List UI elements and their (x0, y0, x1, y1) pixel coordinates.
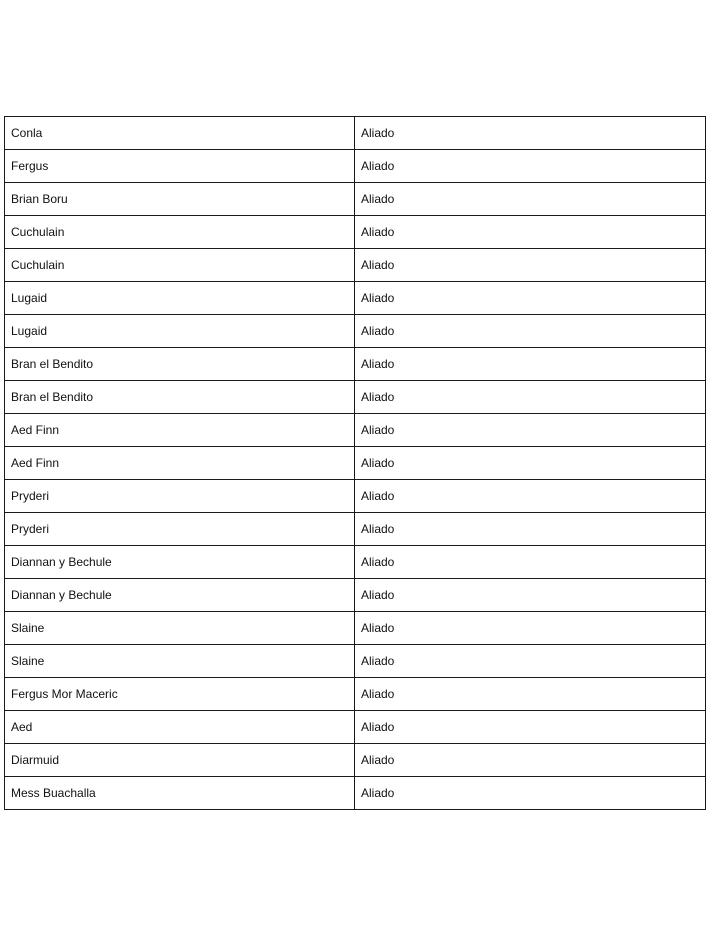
table-row (5, 579, 706, 612)
table-row (5, 117, 706, 150)
name-cell: Diannan y Bechule (5, 579, 355, 612)
table-row (5, 315, 706, 348)
status-cell: Aliado (355, 150, 706, 183)
name-cell: Aed Finn (5, 447, 355, 480)
status-cell: Aliado (355, 579, 706, 612)
allies-table (4, 116, 706, 810)
name-cell: Brian Boru (5, 183, 355, 216)
status-cell: Aliado (355, 117, 706, 150)
table-row (5, 414, 706, 447)
table-row (5, 645, 706, 678)
status-cell: Aliado (355, 711, 706, 744)
status-cell: Aliado (355, 183, 706, 216)
table-row (5, 513, 706, 546)
name-cell: Bran el Bendito (5, 381, 355, 414)
status-cell: Aliado (355, 480, 706, 513)
name-cell: Aed (5, 711, 355, 744)
status-cell: Aliado (355, 249, 706, 282)
name-cell: Pryderi (5, 513, 355, 546)
table-row (5, 249, 706, 282)
name-cell: Pryderi (5, 480, 355, 513)
status-cell: Aliado (355, 777, 706, 810)
name-cell: Lugaid (5, 282, 355, 315)
name-cell: Bran el Bendito (5, 348, 355, 381)
status-cell: Aliado (355, 645, 706, 678)
table-row (5, 216, 706, 249)
name-cell: Conla (5, 117, 355, 150)
status-cell: Aliado (355, 678, 706, 711)
allies-table-container (4, 116, 706, 810)
status-cell: Aliado (355, 315, 706, 348)
status-cell: Aliado (355, 612, 706, 645)
status-cell: Aliado (355, 744, 706, 777)
status-cell: Aliado (355, 513, 706, 546)
table-row (5, 150, 706, 183)
name-cell: Cuchulain (5, 249, 355, 282)
table-row (5, 381, 706, 414)
table-row (5, 678, 706, 711)
table-row (5, 480, 706, 513)
status-cell: Aliado (355, 381, 706, 414)
status-cell: Aliado (355, 282, 706, 315)
name-cell: Slaine (5, 645, 355, 678)
name-cell: Lugaid (5, 315, 355, 348)
table-row (5, 183, 706, 216)
name-cell: Diannan y Bechule (5, 546, 355, 579)
table-row (5, 612, 706, 645)
name-cell: Diarmuid (5, 744, 355, 777)
table-row (5, 711, 706, 744)
name-cell: Fergus Mor Maceric (5, 678, 355, 711)
table-row (5, 744, 706, 777)
allies-table-body (5, 117, 706, 810)
status-cell: Aliado (355, 447, 706, 480)
table-row (5, 447, 706, 480)
name-cell: Aed Finn (5, 414, 355, 447)
table-row (5, 282, 706, 315)
status-cell: Aliado (355, 414, 706, 447)
name-cell: Fergus (5, 150, 355, 183)
status-cell: Aliado (355, 546, 706, 579)
table-row (5, 348, 706, 381)
status-cell: Aliado (355, 348, 706, 381)
table-row (5, 546, 706, 579)
name-cell: Slaine (5, 612, 355, 645)
name-cell: Cuchulain (5, 216, 355, 249)
table-row (5, 777, 706, 810)
name-cell: Mess Buachalla (5, 777, 355, 810)
status-cell: Aliado (355, 216, 706, 249)
